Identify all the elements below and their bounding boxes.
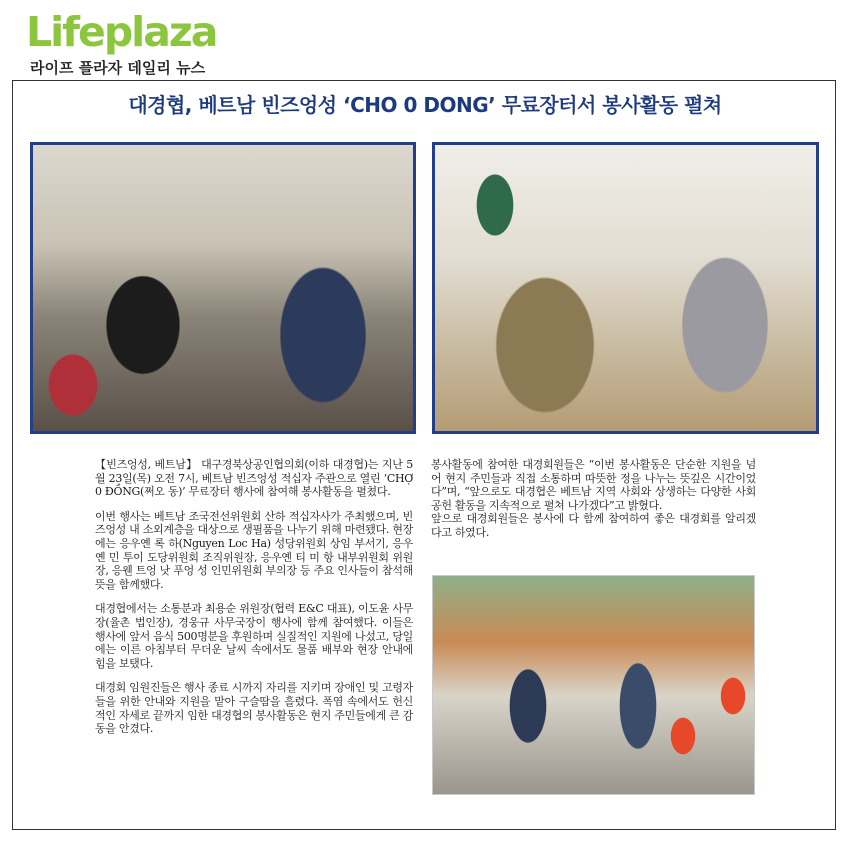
article-column-left <box>95 458 413 747</box>
article-headline: 대경협, 베트남 빈즈엉성 ‘CHO 0 DONG’ 무료장터서 봉사활동 펼쳐 <box>128 93 722 117</box>
article-paragraph: 대경협에서는 소통분과 최용순 위원장(협력 E&C 대표), 이도윤 사무장(율촌 법인장), 경웅규 사무국장이 행사에 함께 참여했다. 이들은 행사에 앞서 음식 500명분을 후원하며 실질적인 지원에 나섰고, 당일에는 이른 아침부터 무더운 날씨 속에서도 물품 배부와 현장 안내에 힘을 보탰다. <box>95 602 413 670</box>
article-paragraph: 봉사활동에 참여한 대경회원들은 “이번 봉사활동은 단순한 지원을 넘어 현지 주민들과 직접 소통하며 따뜻한 정을 나누는 뜻깊은 시간이었다”며, “앞으로도 대경협은 베트남 지역 사회와 상생하는 다양한 사회공헌 활동을 지속적으로 펼쳐 나가겠다”고 밝혔다. 앞으로 대경회원들은 봉사에 다 함께 참여하여 좋은 대경회를 알리겠다고 하였다. <box>431 458 756 539</box>
article-paragraph: 【빈즈엉성, 베트남】 대구경북상공인협의회(이하 대경협)는 지난 5월 23일(목) 오전 7시, 베트남 빈즈엉성 적십자 주관으로 열린 ‘CHỢ 0 ĐỒNG(쩌오 동)’ 무료장터 행사에 참여해 봉사활동을 펼쳤다. <box>95 458 413 499</box>
photo-image <box>433 576 754 794</box>
article-column-right <box>431 458 756 551</box>
photo-image <box>435 145 816 431</box>
photo-volunteer-handing-voucher <box>30 142 416 434</box>
article-paragraph: 대경회 임원진들은 행사 종료 시까지 자리를 지키며 장애인 및 고령자들을 위한 안내와 지원을 맡아 구슬땀을 흘렸다. 폭염 속에서도 헌신적인 자세로 끝까지 임한 대경협의 봉사활동은 현지 주민들에게 큰 감동을 안겼다. <box>95 681 413 736</box>
article-paragraph: 이번 행사는 베트남 조국전선위원회 산하 적십자사가 주최했으며, 빈즈엉성 내 소외계층을 대상으로 생필품을 나누기 위해 마련됐다. 현장에는 응우옌 록 하(Nguyen Loc Ha) 성당위원회 상임 부서기, 응우옌 민 투이 도당위원회 조직위원장, 응우옌 티 미 항 내부위원회 위원장, 응웬 트엉 낫 푸엉 성 인민위원회 부의장 등 주요 인사들이 참석해 뜻을 함께했다. <box>95 509 413 591</box>
photo-image <box>33 145 413 431</box>
photo-event-crowd <box>432 575 755 795</box>
lifeplaza-logo: Lifeplaza <box>26 8 217 56</box>
masthead-subtitle: 라이프 플라자 데일리 뉴스 <box>30 59 206 77</box>
photo-distributing-goods <box>432 142 819 434</box>
